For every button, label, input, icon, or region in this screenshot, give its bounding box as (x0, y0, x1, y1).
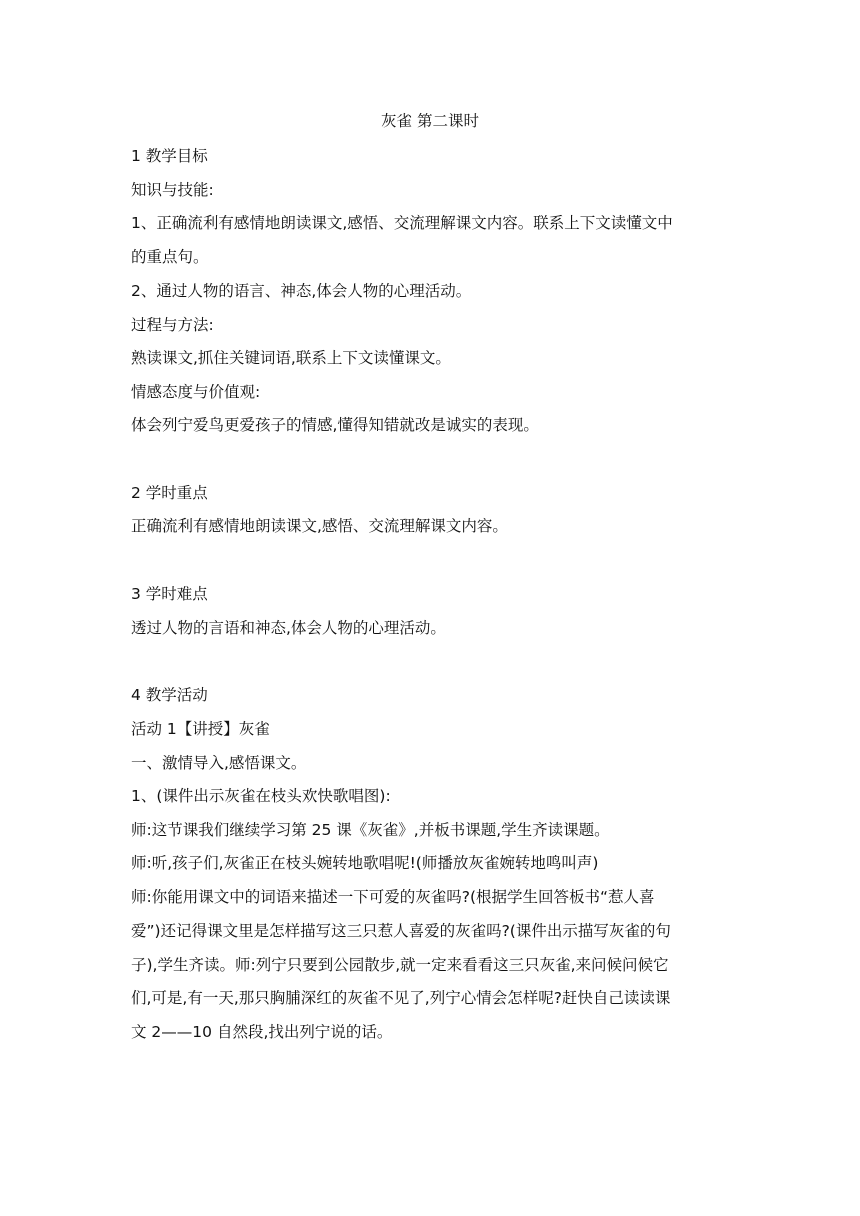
knowledge-item-2: 2、通过人物的语言、神态,体会人物的心理活动。 (131, 282, 472, 300)
part-1-heading: 一、激情导入,感悟课文。 (131, 754, 307, 772)
teacher-line-3-part-3: 子),学生齐读。师:列宁只要到公园散步,就一定来看看这三只灰雀,来问候问候它 (131, 956, 669, 974)
knowledge-item-1-line-1: 1、正确流利有感情地朗读课文,感悟、交流理解课文内容。联系上下文读懂文中 (131, 214, 673, 232)
knowledge-item-1-line-2: 的重点句。 (131, 248, 209, 266)
difficulty-heading: 3 学时难点 (131, 585, 208, 603)
emotion-label: 情感态度与价值观: (131, 383, 261, 401)
teacher-line-3-part-1: 师:你能用课文中的词语来描述一下可爱的灰雀吗?(根据学生回答板书“惹人喜 (131, 888, 655, 906)
goals-heading: 1 教学目标 (131, 147, 208, 165)
focus-heading: 2 学时重点 (131, 484, 208, 502)
activities-heading: 4 教学活动 (131, 686, 208, 704)
document-title: 灰雀 第二课时 (381, 112, 479, 130)
teacher-line-2: 师:听,孩子们,灰雀正在枝头婉转地歌唱呢!(师播放灰雀婉转地鸣叫声) (131, 854, 599, 872)
process-text: 熟读课文,抓住关键词语,联系上下文读懂课文。 (131, 349, 451, 367)
step-1: 1、(课件出示灰雀在枝头欢快歌唱图): (131, 787, 391, 805)
knowledge-label: 知识与技能: (131, 181, 214, 199)
difficulty-text: 透过人物的言语和神态,体会人物的心理活动。 (131, 619, 446, 637)
emotion-text: 体会列宁爱鸟更爱孩子的情感,懂得知错就改是诚实的表现。 (131, 416, 539, 434)
teacher-line-3-part-4: 们,可是,有一天,那只胸脯深红的灰雀不见了,列宁心情会怎样呢?赶快自己读读课 (131, 989, 671, 1007)
teacher-line-1: 师:这节课我们继续学习第 25 课《灰雀》,并板书课题,学生齐读课题。 (131, 821, 610, 839)
activity-1-title: 活动 1【讲授】灰雀 (131, 720, 270, 738)
process-label: 过程与方法: (131, 316, 214, 334)
teacher-line-3-part-5: 文 2——10 自然段,找出列宁说的话。 (131, 1023, 393, 1041)
teacher-line-3-part-2: 爱”)还记得课文里是怎样描写这三只惹人喜爱的灰雀吗?(课件出示描写灰雀的句 (131, 922, 671, 940)
focus-text: 正确流利有感情地朗读课文,感悟、交流理解课文内容。 (131, 517, 508, 535)
